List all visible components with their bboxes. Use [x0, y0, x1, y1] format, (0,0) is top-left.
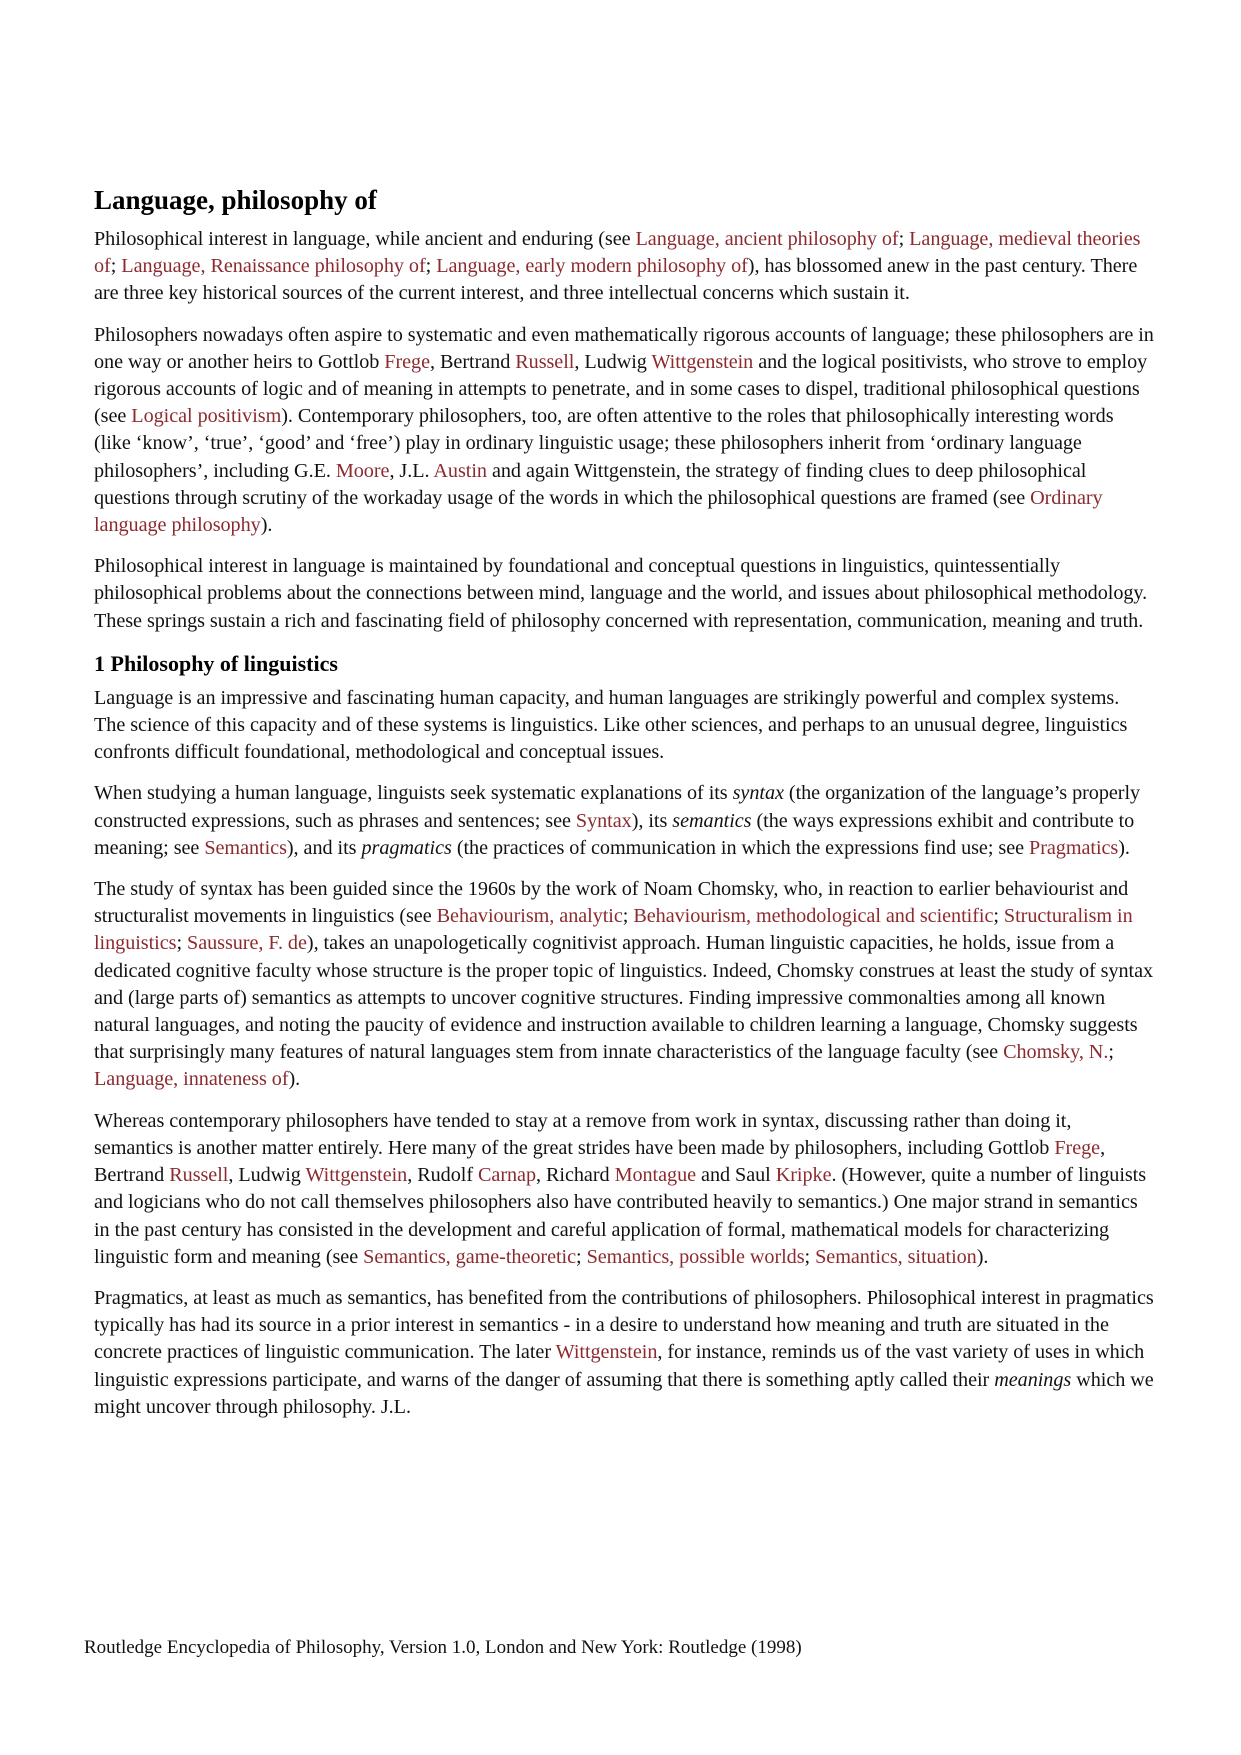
text: ; — [622, 905, 634, 928]
xref-semantics-game-theoretic[interactable]: Semantics, game-theoretic — [363, 1245, 577, 1268]
xref-wittgenstein[interactable]: Wittgenstein — [555, 1341, 658, 1364]
text: ), its — [631, 809, 673, 832]
xref-frege[interactable]: Frege — [384, 350, 431, 373]
text: ). — [288, 1068, 301, 1091]
section1-paragraph-5 — [94, 1285, 1154, 1421]
text: which we might uncover through philosophy. J.L. — [94, 1368, 1154, 1418]
term-pragmatics: pragmatics — [361, 836, 452, 859]
text: Whereas contemporary philosophers have tended to stay at a remove from work in syntax, discussing rather than doing it, semantics is another matter entirely. Here many of the great strides have been made by philosophers, including Gottlob — [94, 1109, 1072, 1159]
document-page — [94, 180, 1154, 1435]
xref-wittgenstein[interactable]: Wittgenstein — [651, 350, 754, 373]
xref-pragmatics[interactable]: Pragmatics — [1029, 836, 1119, 859]
text: and again Wittgenstein, the strategy of finding clues to deep philosophical questions through scrutiny of the workaday usage of the words in which the philosophical questions are framed (see — [94, 459, 1087, 509]
xref-moore[interactable]: Moore — [335, 459, 390, 482]
xref-language-ancient[interactable]: Language, ancient philosophy of — [635, 228, 899, 250]
text: , Richard — [536, 1164, 615, 1187]
text: Philosophical interest in language, while ancient and enduring (see — [94, 228, 636, 250]
text: When studying a human language, linguists seek systematic explanations of its — [94, 782, 733, 805]
xref-semantics[interactable]: Semantics — [204, 836, 287, 859]
xref-logical-positivism[interactable]: Logical positivism — [131, 405, 282, 428]
intro-paragraph-3: Philosophical interest in language is maintained by foundational and conceptual questions in linguistics, quintessentially philosophical problems about the connections between mind, language and the world, and issues about philosophical methodology. These springs sustain a rich and fascinating field of philosophy concerned with representation, communication, meaning and truth. — [94, 555, 1148, 632]
text: ; — [176, 932, 188, 955]
xref-language-early-modern[interactable]: Language, early modern philosophy of — [436, 255, 748, 278]
term-syntax: syntax — [732, 782, 784, 805]
text: , Ludwig — [228, 1164, 306, 1187]
section-heading: 1 Philosophy of linguistics — [94, 650, 338, 676]
text: ; — [898, 228, 910, 250]
xref-austin[interactable]: Austin — [433, 459, 487, 482]
xref-saussure[interactable]: Saussure, F. de — [187, 932, 307, 955]
text: Pragmatics, at least as much as semantics, has benefited from the contributions of philosophers. Philosophical interest in pragmatics typically has had its source in a prior interest in semantics - in a desire to understand how meaning and truth are situated in the concrete practices of linguistic communication. The later — [94, 1286, 1154, 1364]
text: , for instance, reminds us of the vast variety of uses in which linguistic expressions participate, and warns of the danger of assuming that there is something aptly called their — [94, 1341, 1145, 1391]
text: ), and its — [286, 836, 362, 859]
text: ; — [425, 255, 437, 278]
intro-paragraph-2 — [94, 322, 1154, 540]
text: ), takes an unapologetically cognitivist approach. Human linguistic capacities, he holds, issue from a dedicated cognitive faculty whose structure is the proper topic of linguistics. Indeed, Chomsky construes at least the study of syntax and (large parts of) semantics as attempts to uncover cognitive structures. Finding impressive commonalties among all known natural languages, and noting the paucity of evidence and instruction available to children learning a language, Chomsky suggests that surprisingly many features of natural languages stem from innate characteristics of the language faculty (see — [94, 932, 1154, 1064]
section1-paragraph-3 — [94, 876, 1154, 1094]
text: and the logical positivists, who strove to employ rigorous accounts of logic and of meaning in attempts to penetrate, and in some cases to dispel, traditional philosophical questions (see — [94, 350, 1148, 428]
text: , Rudolf — [407, 1164, 479, 1187]
xref-russell[interactable]: Russell — [515, 350, 575, 373]
text: ; — [993, 905, 1004, 928]
term-semantics: semantics — [672, 809, 752, 832]
text: ; — [576, 1245, 587, 1268]
page-footer: Routledge Encyclopedia of Philosophy, Version 1.0, London and New York: Routledge (1998) — [84, 1637, 802, 1658]
xref-behaviourism-methodological[interactable]: Behaviourism, methodological and scientific — [633, 905, 994, 928]
text: (the organization of the language’s properly constructed expressions, such as phrases and sentences; see — [94, 782, 1141, 832]
text: ; — [110, 255, 122, 278]
term-meanings: meanings — [994, 1368, 1072, 1391]
text: and Saul — [696, 1164, 776, 1187]
xref-semantics-possible-worlds[interactable]: Semantics, possible worlds — [586, 1245, 805, 1268]
xref-language-medieval[interactable]: Language, medieval theories of — [94, 228, 1141, 278]
text: , Bertrand — [430, 350, 516, 373]
text: , J.L. — [389, 459, 434, 482]
text: ), has blossomed anew in the past century. There are three key historical sources of the current interest, and three intellectual concerns which sustain it. — [94, 255, 1138, 305]
text: ). Contemporary philosophers, too, are often attentive to the roles that philosophically interesting words (like ‘know’, ‘true’, ‘good’ and ‘free’) play in ordinary linguistic usage; these philosophers inherit from ‘ordinary language philosophers’, including G.E. — [94, 405, 1114, 482]
xref-montague[interactable]: Montague — [614, 1164, 697, 1187]
xref-structuralism-linguistics[interactable]: Structuralism in linguistics — [94, 905, 1133, 955]
text: , Bertrand — [94, 1136, 1106, 1187]
xref-kripke[interactable]: Kripke — [775, 1164, 832, 1187]
xref-carnap[interactable]: Carnap — [478, 1164, 537, 1187]
intro-paragraph-1 — [94, 226, 1154, 308]
page-title: Language, philosophy of — [94, 185, 377, 215]
text: . (However, quite a number of linguists and logicians who do not call themselves philosophers also have contributed heavily to semantics.) One major strand in semantics in the past century has consisted in the development and careful application of formal, mathematical models for characterizing linguistic form and meaning (see — [94, 1164, 1147, 1268]
text: The study of syntax has been guided since the 1960s by the work of Noam Chomsky, who, in reaction to earlier behaviourist and structuralist movements in linguistics (see — [94, 878, 1129, 928]
xref-semantics-situation[interactable]: Semantics, situation — [815, 1245, 977, 1268]
text: Philosophers nowadays often aspire to systematic and even mathematically rigorous accounts of language; these philosophers are in one way or another heirs to Gottlob — [94, 323, 1154, 373]
xref-wittgenstein[interactable]: Wittgenstein — [305, 1164, 408, 1187]
xref-ordinary-language-philosophy[interactable]: Ordinary language philosophy — [94, 486, 1103, 537]
xref-language-innateness[interactable]: Language, innateness of — [94, 1068, 289, 1091]
section1-paragraph-4 — [94, 1108, 1154, 1271]
xref-behaviourism-analytic[interactable]: Behaviourism, analytic — [436, 905, 623, 928]
text: ; — [1108, 1041, 1114, 1064]
xref-frege[interactable]: Frege — [1054, 1136, 1101, 1159]
text: (the practices of communication in which the expressions find use; see — [451, 836, 1030, 859]
text: ). — [1118, 836, 1130, 859]
xref-chomsky[interactable]: Chomsky, N. — [1003, 1041, 1109, 1064]
xref-russell[interactable]: Russell — [169, 1164, 229, 1187]
xref-syntax[interactable]: Syntax — [575, 809, 632, 832]
text: (the ways expressions exhibit and contribute to meaning; see — [94, 809, 1135, 859]
text: ; — [804, 1245, 816, 1268]
text: ). — [976, 1245, 989, 1268]
xref-language-renaissance[interactable]: Language, Renaissance philosophy of — [121, 255, 426, 278]
section1-paragraph-2 — [94, 780, 1154, 862]
section1-paragraph-1: Language is an impressive and fascinating human capacity, and human languages are strikingly powerful and complex systems. The science of this capacity and of these systems is linguistics. Like other sciences, and perhaps to an unusual degree, linguistics confronts difficult foundational, methodological and conceptual issues. — [94, 686, 1128, 764]
text: ). — [260, 514, 273, 537]
text: , Ludwig — [574, 350, 652, 373]
